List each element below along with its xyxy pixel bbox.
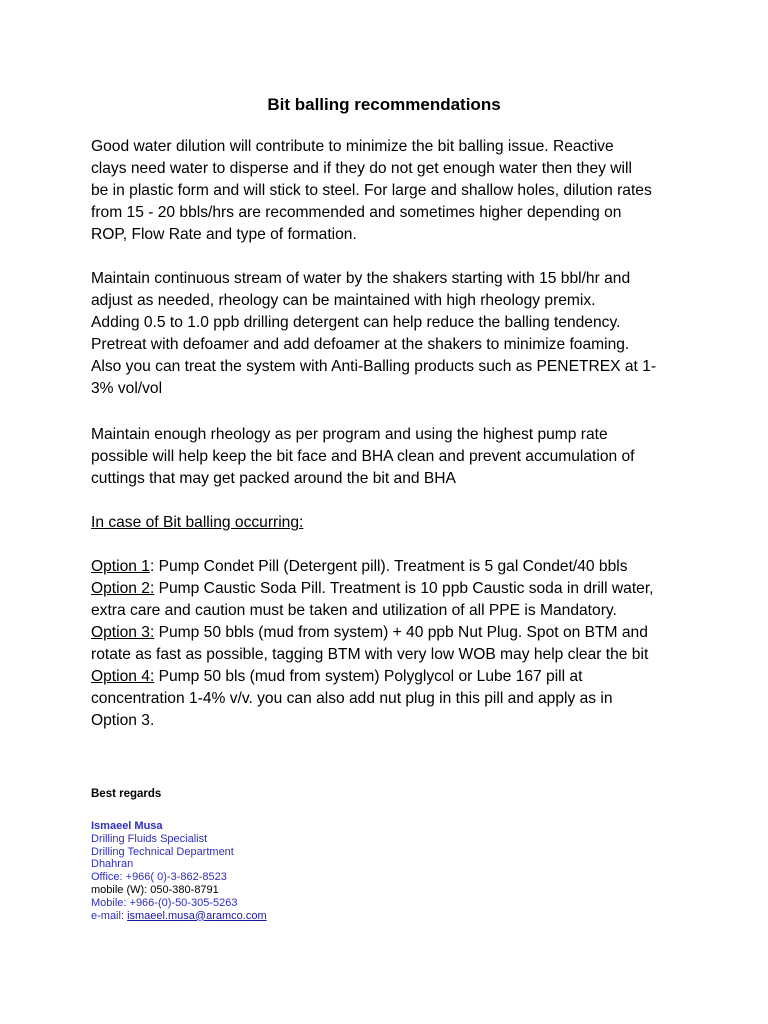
- signature-role: Drilling Fluids Specialist: [91, 832, 208, 845]
- text-line: Also you can treat the system with Anti-Balling products such as PENETREX at 1-: [91, 358, 657, 375]
- option-4-continued-2: Option 3.: [91, 712, 155, 729]
- text-line: Good water dilution will contribute to minimize the bit balling issue. Reactive: [91, 138, 614, 155]
- text-line: 3% vol/vol: [91, 380, 163, 397]
- paragraph-rheology: [91, 424, 691, 490]
- option-4: [91, 666, 691, 688]
- text-line: Pretreat with defoamer and add defoamer at the shakers to minimize foaming.: [91, 336, 630, 353]
- option-3-label: Option 3:: [91, 624, 155, 641]
- text-line: Maintain continuous stream of water by the shakers starting with 15 bbl/hr and: [91, 270, 631, 287]
- option-3-text: Pump 50 bbls (mud from system) + 40 ppb Nut Plug. Spot on BTM and: [154, 624, 648, 641]
- text-line: be in plastic form and will stick to steel. For large and shallow holes, dilution rates: [91, 182, 652, 199]
- signature-block: [91, 820, 267, 922]
- signature-location: Dhahran: [91, 858, 134, 871]
- signature-email-line: [91, 910, 267, 923]
- signature-mobile-work: mobile (W): 050-380-8791: [91, 883, 219, 896]
- signature-name: Ismaeel Musa: [91, 820, 163, 832]
- signature-mobile: Mobile: +966-(0)-50-305-5263: [91, 896, 238, 909]
- text-line: ROP, Flow Rate and type of formation.: [91, 226, 357, 243]
- signature-email-label: e-mail:: [91, 909, 128, 922]
- text-line: possible will help keep the bit face and BHA clean and prevent accumulation of: [91, 448, 635, 465]
- options-list: [91, 556, 691, 732]
- paragraph-water-stream: [91, 268, 691, 400]
- option-2-label: Option 2:: [91, 580, 155, 597]
- option-1: [91, 556, 691, 578]
- option-3-continued: rotate as fast as possible, tagging BTM with very low WOB may help clear the bit: [91, 646, 649, 663]
- option-2: [91, 578, 691, 600]
- option-4-continued: concentration 1-4% v/v. you can also add nut plug in this pill and apply as in: [91, 690, 613, 707]
- text-line: Adding 0.5 to 1.0 ppb drilling detergent can help reduce the balling tendency.: [91, 314, 621, 331]
- option-1-label: Option 1: [91, 558, 150, 575]
- option-3: [91, 622, 691, 644]
- paragraph-dilution: [91, 136, 691, 246]
- section-heading: [91, 512, 691, 534]
- option-1-text: : Pump Condet Pill (Detergent pill). Treatment is 5 gal Condet/40 bbls: [149, 558, 628, 575]
- option-4-label: Option 4:: [91, 668, 155, 685]
- text-line: cuttings that may get packed around the bit and BHA: [91, 470, 456, 487]
- text-line: adjust as needed, rheology can be maintained with high rheology premix.: [91, 292, 596, 309]
- option-2-continued: extra care and caution must be taken and utilization of all PPE is Mandatory.: [91, 602, 617, 619]
- signature-office-phone: Office: +966( 0)-3-862-8523: [91, 871, 227, 884]
- document-title: Bit balling recommendations: [267, 95, 501, 114]
- option-4-text: Pump 50 bls (mud from system) Polyglycol or Lube 167 pill at: [154, 668, 583, 685]
- section-heading-text: In case of Bit balling occurring:: [91, 514, 304, 531]
- signature-email-link[interactable]: ismaeel.musa@aramco.com: [127, 909, 267, 922]
- option-2-text: Pump Caustic Soda Pill. Treatment is 10 ppb Caustic soda in drill water,: [154, 580, 654, 597]
- signature-greeting: Best regards: [91, 788, 162, 800]
- text-line: clays need water to disperse and if they do not get enough water then they will: [91, 160, 632, 177]
- text-line: Maintain enough rheology as per program and using the highest pump rate: [91, 426, 608, 443]
- signature-department: Drilling Technical Department: [91, 845, 234, 858]
- text-line: from 15 - 20 bbls/hrs are recommended and sometimes higher depending on: [91, 204, 622, 221]
